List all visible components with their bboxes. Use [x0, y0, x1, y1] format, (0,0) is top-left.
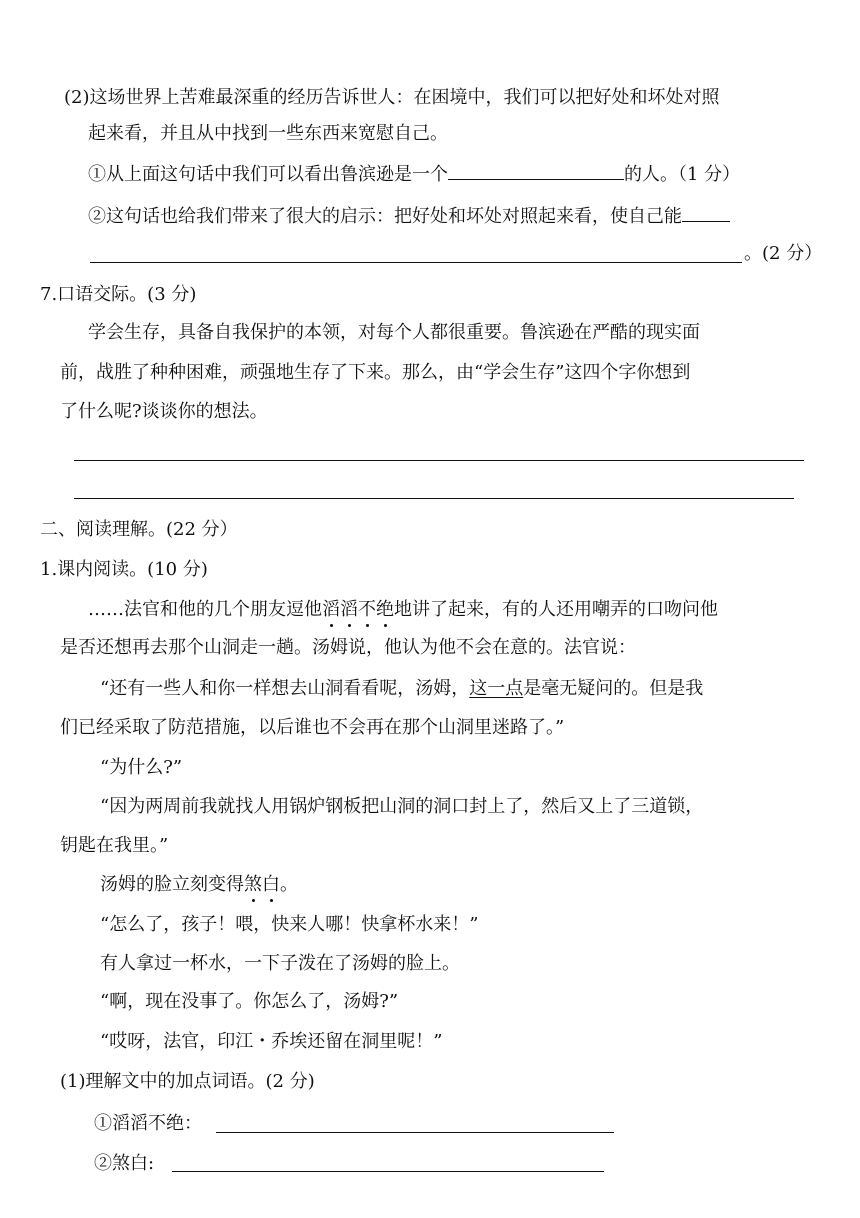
underlined-phrase: 这一点 [469, 678, 524, 699]
dotted-word-taotao [322, 599, 394, 620]
dotted-char: 滔 [322, 599, 340, 620]
passage-para2-line2: 们已经采取了防范措施，以后谁也不会再在那个山洞里迷路了。” [60, 717, 565, 738]
dotted-char: 不 [358, 599, 376, 620]
answer-line[interactable] [74, 498, 794, 499]
section-heading: 二、阅读理解。(22 分） [40, 519, 238, 540]
answer-blank[interactable] [448, 161, 624, 180]
answer-line[interactable] [90, 262, 742, 263]
q7-paragraph-line3: 了什么呢?谈谈你的想法。 [60, 401, 268, 422]
passage-text: 。 [280, 874, 298, 895]
q6-2-sub2-prompt: ②这句话也给我们带来了很大的启示：把好处和坏处对照起来看，使自己能 [88, 206, 682, 227]
dotted-char: 白 [262, 874, 280, 895]
dotted-char: 滔 [340, 599, 358, 620]
dotted-char: 煞 [244, 874, 262, 895]
q7-title: 7.口语交际。(3 分) [40, 284, 197, 305]
q1-title: 1.课内阅读。(10 分) [40, 559, 208, 580]
passage-text: “还有一些人和你一样想去山洞看看呢，汤姆， [100, 678, 470, 699]
passage-para8: “啊，现在没事了。你怎么了，汤姆?” [100, 991, 399, 1012]
passage-para2-line1 [100, 677, 703, 701]
passage-para4-line1: “因为两周前我就找人用锅炉钢板把山洞的洞口封上了，然后又上了三道锁， [100, 796, 704, 817]
q7-paragraph-line1: 学会生存，具备自我保护的本领，对每个人都很重要。鲁滨逊在严酷的现实面 [88, 322, 700, 343]
passage-text: 地讲了起来，有的人还用嘲弄的口吻问他 [394, 599, 718, 620]
passage-para9: “哎呀，法官，印江・乔埃还留在洞里呢！” [100, 1031, 443, 1052]
passage-text: 是毫无疑问的。但是我 [523, 678, 704, 699]
q6-2-sub2-score: 。(2 分） [744, 243, 823, 264]
item-label: ①滔滔不绝： [94, 1113, 202, 1134]
q6-2-line1: (2)这场世界上苦难最深重的经历告诉世人：在困境中，我们可以把好处和坏处对照 [64, 87, 720, 108]
passage-para4-line2: 钥匙在我里。” [60, 835, 169, 856]
passage-text: 汤姆的脸立刻变得 [100, 874, 244, 895]
passage-text: ……法官和他的几个朋友逗他 [88, 599, 322, 620]
q6-2-line2: 起来看，并且从中找到一些东西来宽慰自己。 [88, 123, 448, 144]
passage-para3: “为什么?” [100, 757, 183, 778]
dotted-char: 绝 [376, 599, 394, 620]
q7-paragraph-line2: 前，战胜了种种困难，顽强地生存了下来。那么，由“学会生存”这四个字你想到 [60, 362, 691, 383]
dotted-word-shabai [244, 874, 280, 895]
q1-item1 [94, 1112, 202, 1136]
q6-2-sub1 [88, 161, 740, 187]
passage-para1-line2: 是否还想再去那个山洞走一趟。汤姆说，他认为他不会在意的。法官说： [60, 637, 636, 658]
q1-sub1-title: (1)理解文中的加点词语。(2 分) [60, 1071, 315, 1092]
passage-para6: “怎么了，孩子！喂，快来人哪！快拿杯水来！” [100, 914, 479, 935]
passage-para5 [100, 873, 298, 897]
answer-line[interactable] [74, 460, 804, 461]
q6-2-sub2 [88, 203, 730, 229]
passage-para7: 有人拿过一杯水，一下子泼在了汤姆的脸上。 [100, 953, 460, 974]
item-label: ②煞白: [94, 1153, 155, 1174]
q6-2-sub1-score: 的人。（1 分） [624, 164, 741, 185]
q6-2-sub1-prompt: ①从上面这句话中我们可以看出鲁滨逊是一个 [88, 164, 448, 185]
answer-line[interactable] [172, 1171, 604, 1172]
answer-line[interactable] [216, 1132, 614, 1133]
answer-blank[interactable] [682, 203, 730, 222]
q1-item2 [94, 1152, 154, 1176]
passage-para1-line1 [88, 598, 718, 622]
